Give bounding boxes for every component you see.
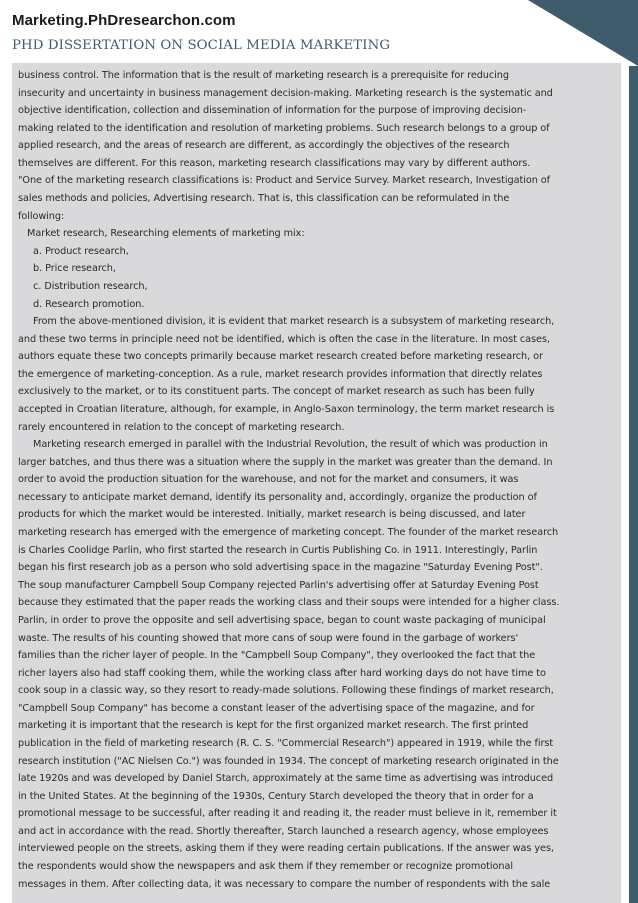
text-line: b. Price research, <box>18 263 116 275</box>
text-line: publication in the field of marketing research (R. C. S. "Commercial Research") appeared in 1919, while the first <box>18 737 554 749</box>
text-line: d. Research promotion. <box>18 298 145 310</box>
text-line: the respondents would show the newspapers and ask them if they remember or recognize promotional <box>18 861 513 873</box>
text-line: sales methods and policies, Advertising research. That is, this classification can be reformulated in the <box>18 193 510 205</box>
text-line: marketing research has emerged with the emergence of marketing concept. The founder of the market research <box>18 527 559 539</box>
text-line: richer layers also had staff cooking them, while the working class after hard working days do not have time to <box>18 667 546 679</box>
text-line: Market research, Researching elements of marketing mix: <box>18 228 305 240</box>
right-edge-bar <box>629 66 638 903</box>
text-line: c. Distribution research, <box>18 280 148 292</box>
text-line: objective identification, collection and dissemination of information for the purpose of improving decision- <box>18 105 527 117</box>
text-line: making related to the identification and resolution of marketing problems. Such research belongs to a group of <box>18 122 550 134</box>
text-line: necessary to anticipate market demand, identify its personality and, accordingly, organize the production of <box>18 491 537 503</box>
text-line: late 1920s and was developed by Daniel Starch, approximately at the same time as advertising was introduced <box>18 773 554 785</box>
text-line: interviewed people on the streets, asking them if they were reading certain publications. If the answer was yes, <box>18 843 554 855</box>
text-line: because they estimated that the paper reads the working class and their soups were intended for a higher class. <box>18 597 560 609</box>
text-line: marketing it is important that the research is kept for the first organized market research. The first printed <box>18 720 529 732</box>
text-line: products for which the market would be interested. Initially, market research is being discussed, and later <box>18 509 526 521</box>
text-line: larger batches, and thus there was a situation where the supply in the market was greater than the demand. In <box>18 456 553 468</box>
text-line: the emergence of marketing-conception. As a rule, market research provides information that directly relates <box>18 368 543 380</box>
text-line: began his first research job as a person who sold advertising space in the magazine "Saturday Evening Post". <box>18 562 543 574</box>
text-line: insecurity and uncertainty in business management decision-making. Marketing research is the systematic and <box>18 87 553 99</box>
text-line: following: <box>18 210 65 222</box>
text-line: and these two terms in principle need not be identified, which is often the case in the literature. In most cases, <box>18 333 550 345</box>
text-line: rarely encountered in relation to the concept of marketing research. <box>18 421 345 433</box>
text-line: a. Product research, <box>18 245 129 257</box>
body-text-panel <box>12 63 621 903</box>
text-line: The soup manufacturer Campbell Soup Company rejected Parlin's advertising offer at Saturday Evening Post <box>18 579 539 591</box>
text-line: "One of the marketing research classifications is: Product and Service Survey. Market research, Investigation of <box>18 175 550 187</box>
text-line: is Charles Coolidge Parlin, who first started the research in Curtis Publishing Co. in 1911. Interestingly, Parlin <box>18 544 538 556</box>
text-line: business control. The information that is the result of marketing research is a prerequisite for reducing <box>18 70 509 81</box>
text-line: research institution ("AC Nielsen Co.") was founded in 1934. The concept of marketing research originated in the <box>18 755 559 767</box>
site-name: Marketing.PhDresearchon.com <box>12 12 236 29</box>
text-line: and act in accordance with the read. Shortly thereafter, Starch launched a research agency, whose employees <box>18 825 549 837</box>
text-line: cook soup in a classic way, so they resort to ready-made solutions. Following these findings of market research, <box>18 685 554 697</box>
text-line: From the above-mentioned division, it is evident that market research is a subsystem of marketing research, <box>18 316 555 328</box>
text-line: "Campbell Soup Company" has become a constant leaser of the advertising space of the magazine, and for <box>18 702 535 714</box>
text-line: order to avoid the production situation for the warehouse, and not for the market and consumers, it was <box>18 474 519 486</box>
document-title: PHD DISSERTATION ON SOCIAL MEDIA MARKETING <box>12 38 391 53</box>
text-line: waste. The results of his counting showed that more cans of soup were found in the garbage of workers' <box>18 632 519 644</box>
text-line: authors equate these two concepts primarily because market research created before marketing research, or <box>18 351 543 363</box>
body-text <box>18 67 615 893</box>
text-line: Parlin, in order to prove the opposite and sell advertising space, began to count waste packaging of municipal <box>18 614 546 626</box>
text-line: messages in them. After collecting data, it was necessary to compare the number of respondents with the sale <box>18 878 551 890</box>
text-line: applied research, and the areas of research are different, as accordingly the objectives of the research <box>18 140 510 152</box>
text-line: accepted in Croatian literature, although, for example, in Anglo-Saxon terminology, the term market research is <box>18 403 555 415</box>
text-line: Marketing research emerged in parallel with the Industrial Revolution, the result of which was production in <box>18 439 548 451</box>
text-line: in the United States. At the beginning of the 1930s, Century Starch developed the theory that in order for a <box>18 790 534 802</box>
text-line: exclusively to the market, or to its constituent parts. The concept of market research as such has been fully <box>18 386 535 398</box>
text-line: promotional message to be successful, after reading it and reading it, the reader must believe in it, remember it <box>18 808 557 820</box>
text-line: families than the richer layer of people. In the "Campbell Soup Company", they overlooked the fact that the <box>18 650 536 662</box>
header-corner-decoration <box>528 0 638 66</box>
text-line: themselves are different. For this reason, marketing research classifications may vary by different authors. <box>18 157 531 169</box>
